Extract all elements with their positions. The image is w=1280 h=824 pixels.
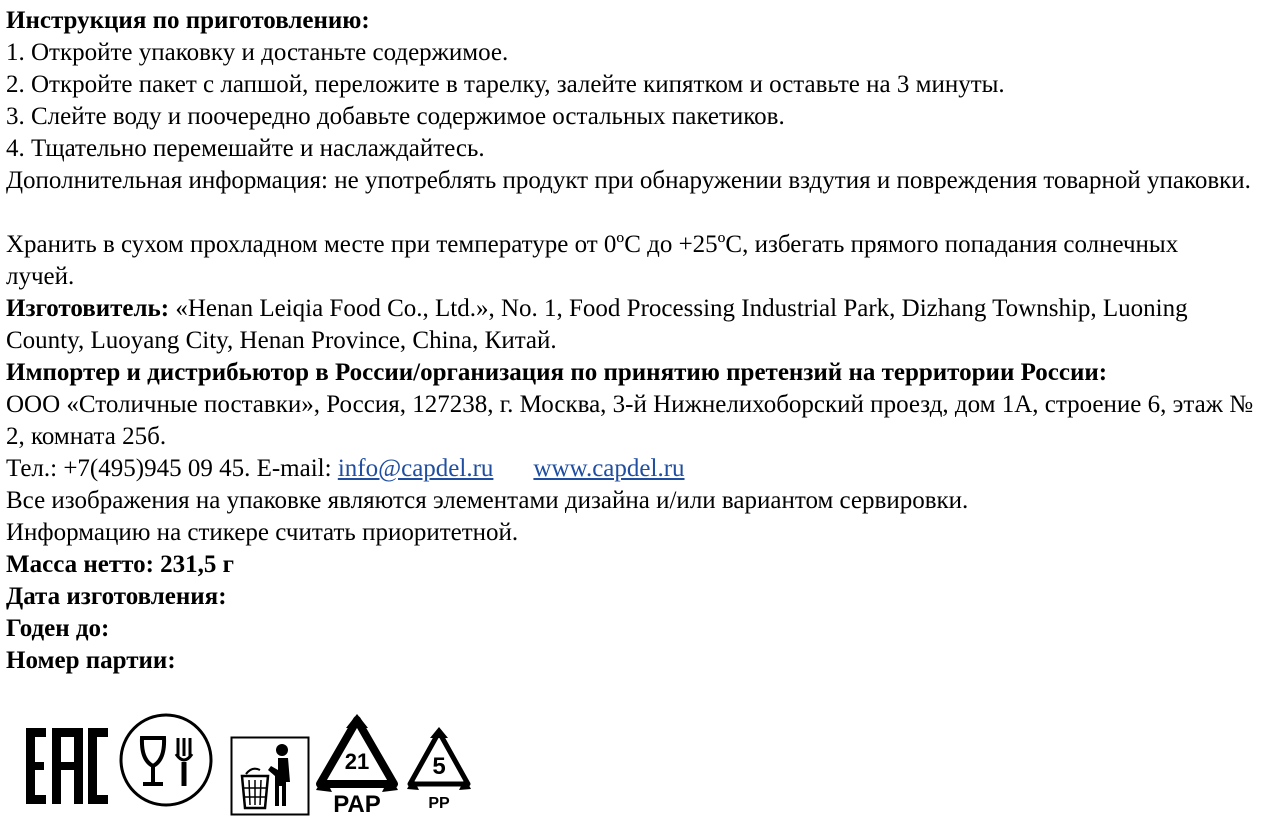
spacer (6, 197, 1276, 229)
manufacturer-info (6, 293, 1236, 357)
manufacturer-text: «Henan Leiqia Food Co., Ltd.», No. 1, Food Processing Industrial Park, Dizhang Township, Luoning County, Luoyang City, Henan Province, China, Китай. (6, 295, 1188, 354)
design-note: Все изображения на упаковке являются элементами дизайна и/или вариантом сервировки. (6, 487, 969, 514)
label-document (6, 5, 1276, 677)
net-weight: Масса нетто: 231,5 г (6, 551, 235, 578)
pap-label: PAP (333, 791, 381, 816)
sticker-note: Информацию на стикере считать приоритетной. (6, 519, 519, 546)
instruction-step: 3. Слейте воду и поочередно добавьте содержимое остальных пакетиков. (6, 103, 785, 130)
pap-number: 21 (344, 749, 370, 774)
additional-info: Дополнительная информация: не употреблять продукт при обнаружении вздутия и повреждения товарной упаковки. (6, 167, 1251, 194)
food-contact-icon (118, 712, 214, 808)
contacts-line (6, 453, 1276, 485)
website-link[interactable]: www.capdel.ru (533, 455, 685, 482)
instruction-step: 1. Откройте упаковку и достаньте содержимое. (6, 39, 509, 66)
instruction-step: 2. Откройте пакет с лапшой, переложите в тарелку, залейте кипятком и оставьте на 3 минуты. (6, 71, 1005, 98)
phone-text: Тел.: +7(495)945 09 45. E-mail: (6, 455, 338, 482)
instructions-heading: Инструкция по приготовлению: (6, 7, 370, 34)
tidyman-icon (230, 736, 310, 816)
storage-conditions: Хранить в сухом прохладном месте при температуре от 0ºС до +25ºС, избегать прямого попадания солнечных лучей. (6, 231, 1179, 290)
email-link[interactable]: info@capdel.ru (337, 455, 494, 482)
pp-number: 5 (432, 753, 446, 780)
importer-text: ООО «Столичные поставки», Россия, 127238, г. Москва, 3-й Нижнелихоборский проезд, дом 1А, строение 6, этаж № 2, комната 25б. (6, 391, 1254, 450)
batch-number: Номер партии: (6, 647, 176, 674)
recycle-pap-icon (314, 714, 400, 816)
pp-label: PP (428, 795, 450, 812)
eac-mark-icon (22, 722, 114, 808)
best-before: Годен до: (6, 615, 110, 642)
recycle-pp-icon (404, 726, 474, 812)
importer-heading: Импортер и дистрибьютор в России/организация по принятию претензий на территории России: (6, 359, 1108, 386)
manufacturer-label: Изготовитель: (6, 295, 170, 322)
production-date: Дата изготовления: (6, 583, 227, 610)
instruction-step: 4. Тщательно перемешайте и наслаждайтесь. (6, 135, 485, 162)
